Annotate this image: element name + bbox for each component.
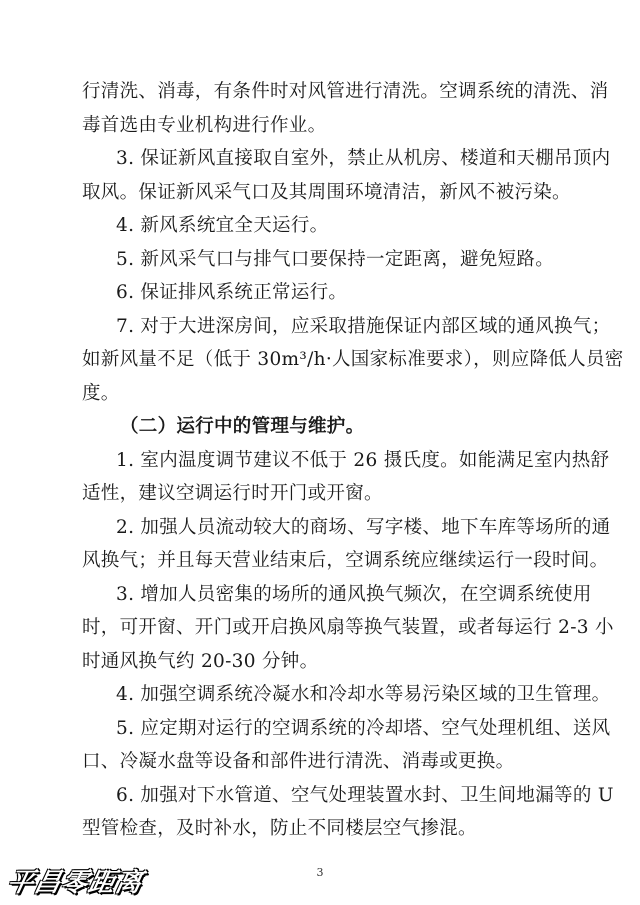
text-line: 度。 [82, 383, 120, 404]
text-line: 毒首选由专业机构进行作业。 [82, 115, 327, 136]
section-heading: （二）运行中的管理与维护。 [120, 416, 365, 437]
text-line: 型管检查，及时补水，防止不同楼层空气掺混。 [82, 818, 477, 839]
text-line: 7. 对于大进深房间，应采取措施保证内部区域的通风换气； [116, 316, 611, 337]
text-line: 口、冷凝水盘等设备和部件进行清洗、消毒或更换。 [82, 751, 515, 772]
text-line: 4. 加强空调系统冷凝水和冷却水等易污染区域的卫生管理。 [116, 684, 611, 705]
text-line: 适性，建议空调运行时开门或开窗。 [82, 483, 383, 504]
text-line: 2. 加强人员流动较大的商场、写字楼、地下车库等场所的通 [116, 517, 611, 538]
text-line: 4. 新风系统宜全天运行。 [116, 215, 329, 236]
text-line: 1. 室内温度调节建议不低于 26 摄氏度。如能满足室内热舒 [116, 450, 610, 471]
text-line: 6. 加强对下水管道、空气处理装置水封、卫生间地漏等的 U [116, 785, 614, 806]
text-line: 5. 新风采气口与排气口要保持一定距离，避免短路。 [116, 249, 555, 270]
watermark-logo: 平昌零距离 [4, 868, 146, 898]
text-line: 6. 保证排风系统正常运行。 [116, 282, 348, 303]
text-line: 时，可开窗、开门或开启换风扇等换气装置，或者每运行 2-3 小 [82, 617, 614, 638]
text-line: 5. 应定期对运行的空调系统的冷却塔、空气处理机组、送风 [116, 718, 611, 739]
text-line: 风换气；并且每天营业结束后，空调系统应继续运行一段时间。 [82, 550, 609, 571]
text-line: 3. 保证新风直接取自室外，禁止从机房、楼道和天棚吊顶内 [116, 148, 611, 169]
text-line: 如新风量不足（低于 30m³/h·人国家标准要求），则应降低人员密 [82, 349, 624, 370]
text-line: 时通风换气约 20-30 分钟。 [82, 651, 319, 672]
text-line: 3. 增加人员密集的场所的通风换气频次，在空调系统使用 [116, 584, 592, 605]
text-line: 取风。保证新风采气口及其周围环境清洁，新风不被污染。 [82, 182, 571, 203]
text-line: 行清洗、消毒，有条件时对风管进行清洗。空调系统的清洗、消 [82, 81, 609, 102]
page-number: 3 [316, 866, 324, 879]
